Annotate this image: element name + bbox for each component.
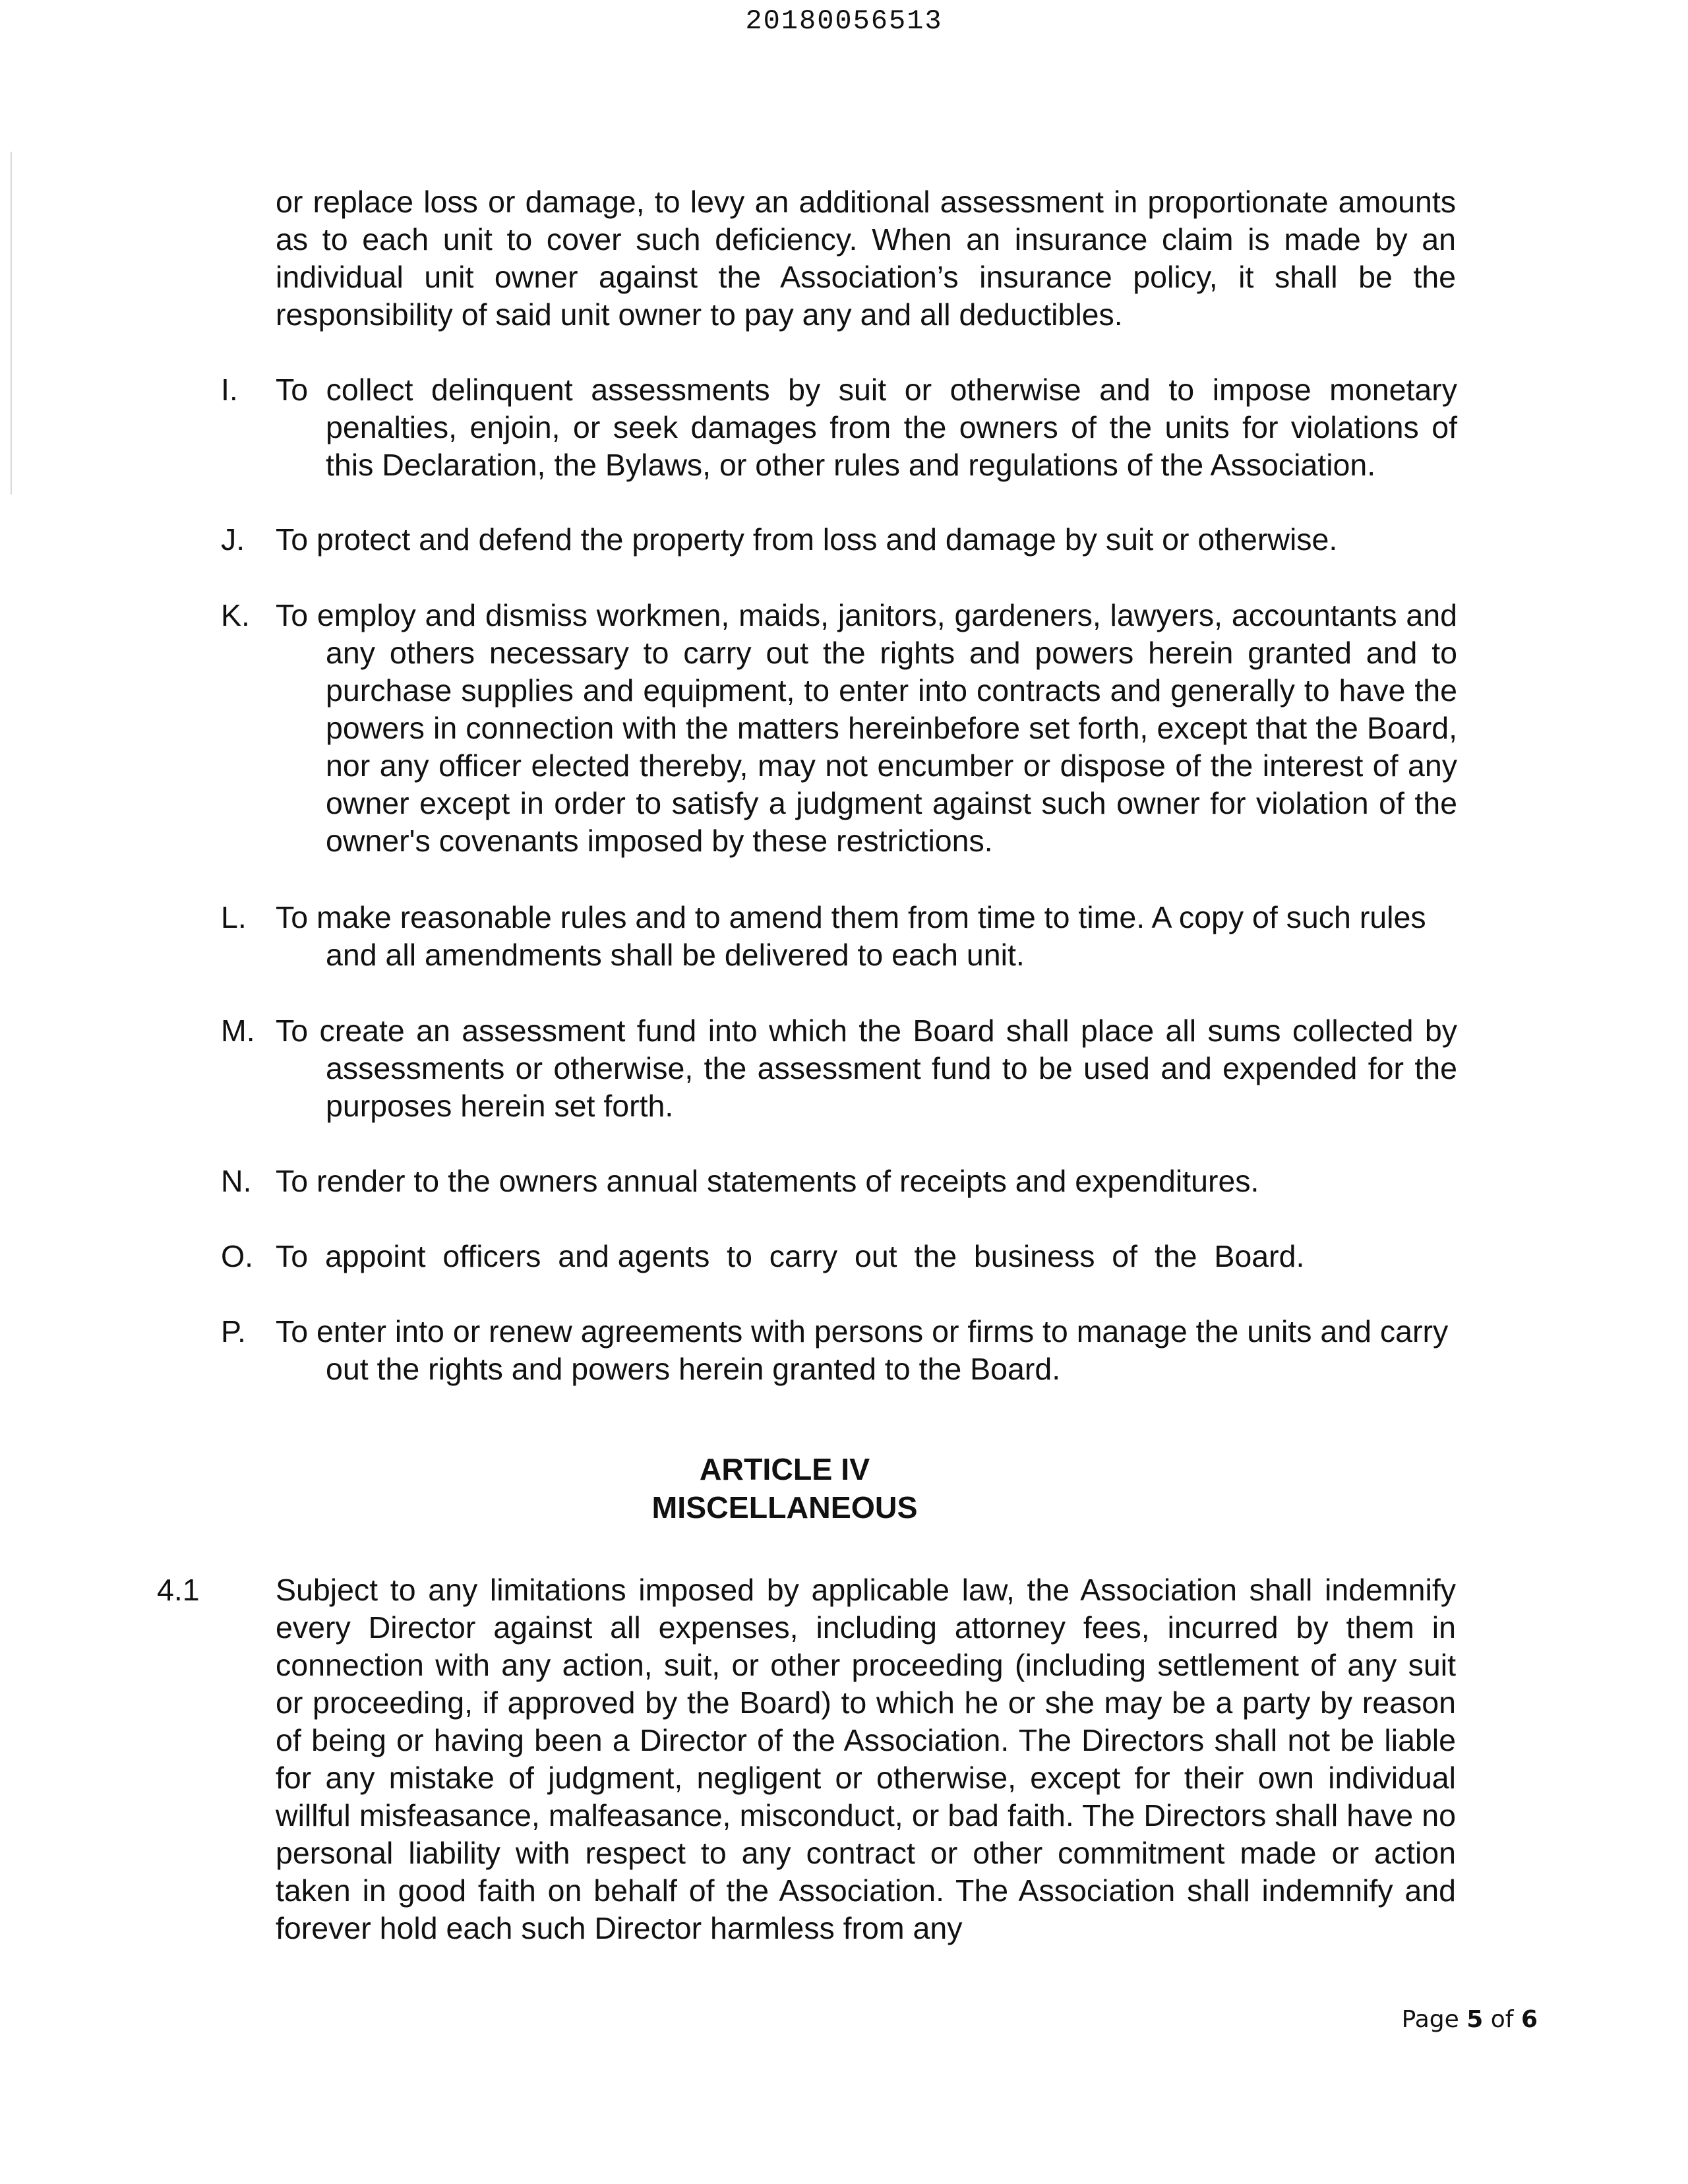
- list-item-text: To protect and defend the property from loss and damage by suit or otherwise.: [276, 522, 1338, 557]
- list-item-p: [221, 1313, 1457, 1388]
- list-item-i: [221, 371, 1457, 484]
- list-item-letter: J.: [221, 522, 245, 557]
- list-item-text: To enter into or renew agreements with persons or firms to manage the units and carry out the rights and powers herein granted to the Board.: [276, 1314, 1449, 1386]
- list-item-letter: L.: [221, 900, 247, 934]
- continuation-paragraph: or replace loss or damage, to levy an additional assessment in proportionate amounts as to each unit to cover such deficiency. When an insurance claim is made by an individual unit owner against the Association’s insurance policy, it shall be the responsibility of said unit owner to pay any and all deductibles.: [276, 185, 1456, 332]
- list-item-o: [221, 1238, 1457, 1275]
- list-item-text: To collect delinquent assessments by suit or otherwise and to impose monetary penalties, enjoin, or seek damages from the owners of the units for violations of this Declaration, the Bylaws, or other rules and regulations of the Association.: [276, 373, 1457, 482]
- list-item-letter: I.: [221, 373, 238, 407]
- list-item-letter: N.: [221, 1164, 252, 1198]
- section-paragraph: Subject to any limitations imposed by applicable law, the Association shall indemnify every Director against all expenses, including attorney fees, incurred by them in connection with any action, suit, or other proceeding (including settlement of any suit or proceeding, if approved by the Board) to which he or she may be a party by reason of being or having been a Director of the Association. The Directors shall not be liable for any mistake of judgment, negligent or otherwise, except for their own individual willful misfeasance, malfeasance, misconduct, or bad faith. The Directors shall have no personal liability with respect to any contract or other commitment made or action taken in good faith on behalf of the Association. The Association shall indemnify and forever hold each such Director harmless from any: [276, 1573, 1456, 1945]
- list-item-m: [221, 1012, 1457, 1125]
- total-pages-number: 6: [1521, 2006, 1538, 2033]
- list-item-text: To employ and dismiss workmen, maids, janitors, gardeners, lawyers, accountants and any others necessary to carry out the rights and powers herein granted and to purchase supplies and equipment, to enter into contracts and generally to have the powers in connection with the matters hereinbefore set forth, except that the Board, nor any officer elected thereby, may not encumber or dispose of the interest of any owner except in order to satisfy a judgment against such owner for violation of the owner's covenants imposed by these restrictions.: [276, 598, 1457, 858]
- of-word: of: [1490, 2006, 1514, 2033]
- list-item-text: To make reasonable rules and to amend them from time to time. A copy of such rules and all amendments shall be delivered to each unit.: [276, 900, 1426, 972]
- section-number: 4.1: [157, 1573, 200, 1607]
- list-item-letter: P.: [221, 1314, 246, 1349]
- list-item-letter: M.: [221, 1014, 255, 1048]
- list-item-j: [221, 521, 1457, 559]
- page-word: Page: [1401, 2006, 1459, 2033]
- current-page-number: 5: [1466, 2006, 1484, 2033]
- list-item-text: To render to the owners annual statements of receipts and expenditures.: [276, 1164, 1259, 1198]
- list-item-k: [221, 597, 1457, 860]
- list-item-letter: O.: [221, 1239, 254, 1273]
- list-item-text: To appoint officers and agents to carry out the business of the Board.: [276, 1239, 1305, 1273]
- list-item-n: [221, 1163, 1457, 1200]
- article-heading: ARTICLE IV: [699, 1452, 870, 1486]
- scan-edge-mark: [11, 152, 12, 495]
- document-number: 20180056513: [745, 5, 943, 37]
- list-item-text: To create an assessment fund into which the Board shall place all sums collected by assessments or otherwise, the assessment fund to be used and expended for the purposes herein set forth.: [276, 1014, 1457, 1123]
- list-item-letter: K.: [221, 598, 250, 632]
- list-item-l: [221, 899, 1457, 974]
- page-footer: [1402, 2006, 1538, 2033]
- article-subheading: MISCELLANEOUS: [651, 1490, 918, 1525]
